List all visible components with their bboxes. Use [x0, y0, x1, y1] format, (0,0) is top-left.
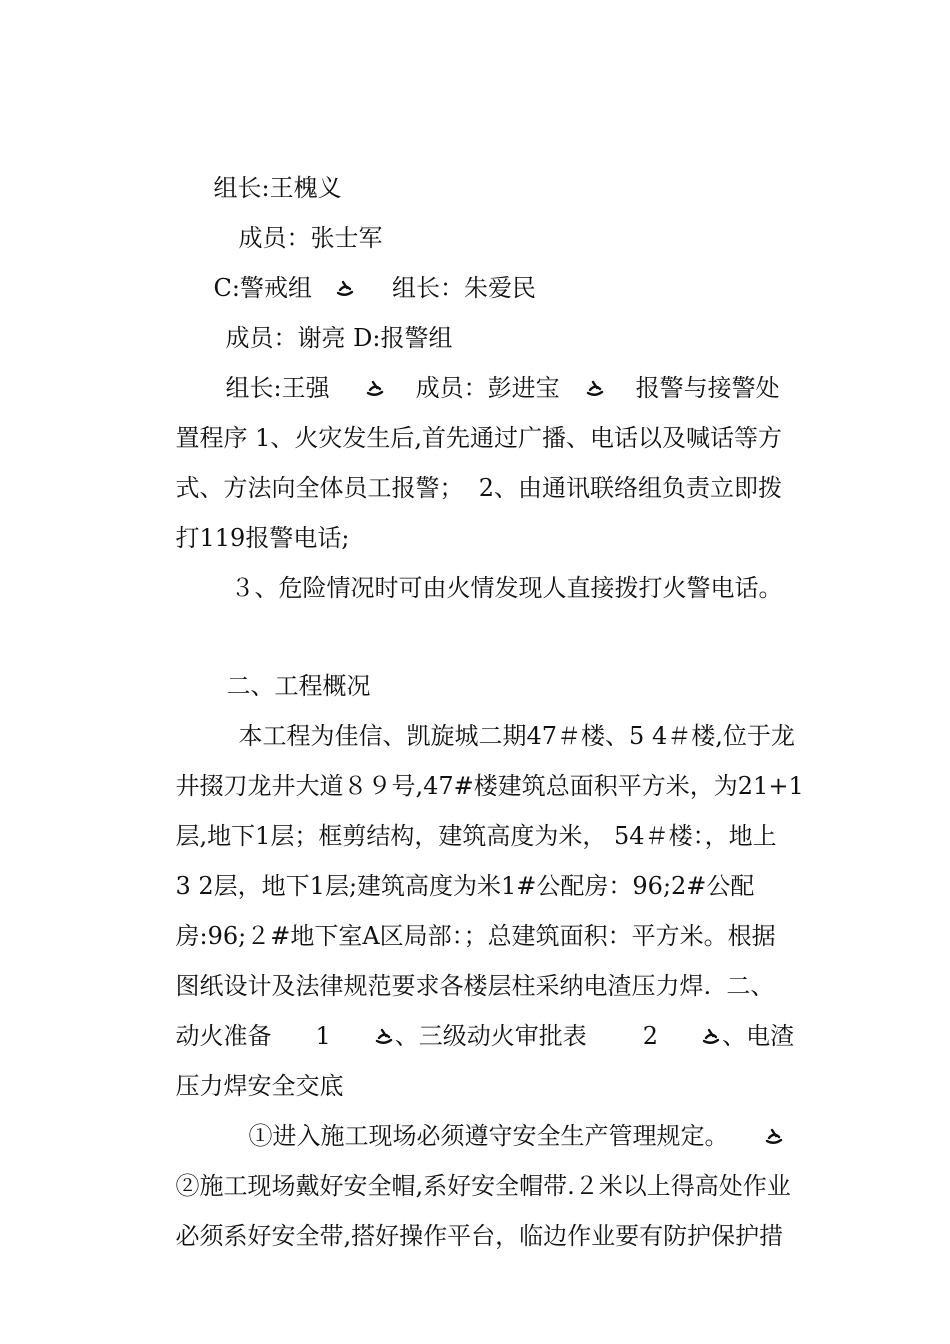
text-line: 层,地下1层；框剪结构，建筑高度为米， 54＃楼：，地上 — [175, 822, 777, 850]
text-line: 组长:王槐义 — [213, 174, 342, 202]
text-line: ②施工现场戴好安全帽,系好安全帽带.２米以上得高处作业 — [175, 1172, 791, 1200]
text-line: 打119报警电话; — [175, 524, 350, 552]
text-line: 动火准备 1 、三级动火审批表 2 、电渣 — [175, 1022, 795, 1050]
text-line: 必须系好安全带,搭好操作平台，临边作业要有防护保护措 — [175, 1222, 784, 1250]
text-line: 置程序 1、火灾发生后,首先通过广播、电话以及喊话等方 — [175, 424, 783, 452]
text-line: 房:96;２#地下室A区局部：；总建筑面积：平方米。根据 — [175, 922, 776, 950]
text-line: 式、方法向全体员工报警； 2、由通讯联络组负责立即拨 — [175, 474, 783, 502]
text-line: 压力焊安全交底 — [175, 1072, 344, 1100]
text-line: 成员：谢亮 D:报警组 — [225, 324, 453, 352]
text-line: 井掇刀龙井大道８９号,47#楼建筑总面积平方米，为21+1 — [175, 772, 804, 800]
text-line: 成员：张士军 — [238, 224, 383, 252]
bullet-mark-icon — [373, 1024, 395, 1048]
text-line: ①进入施工现场必须遵守安全生产管理规定。 — [218, 1076, 785, 1116]
bullet-mark-icon — [700, 1024, 722, 1048]
text-line: 3 2层，地下1层;建筑高度为米1#公配房：96;2#公配 — [175, 872, 755, 900]
text-line: 组长:王强 成员：彭进宝 报警与接警处 — [225, 374, 780, 402]
text-line: ３、危险情况时可由火情发现人直接拨打火警电话。 — [230, 574, 783, 602]
section-heading: 二、工程概况 — [226, 672, 371, 700]
text-line: C:警戒组 组长：朱爱民 — [213, 274, 536, 302]
text-line: 本工程为佳信、凯旋城二期47＃楼、5 4＃楼,位于龙 — [238, 722, 795, 750]
text-line: 图纸设计及法律规范要求各楼层柱采纳电渣压力焊. 二、 — [175, 972, 775, 1000]
